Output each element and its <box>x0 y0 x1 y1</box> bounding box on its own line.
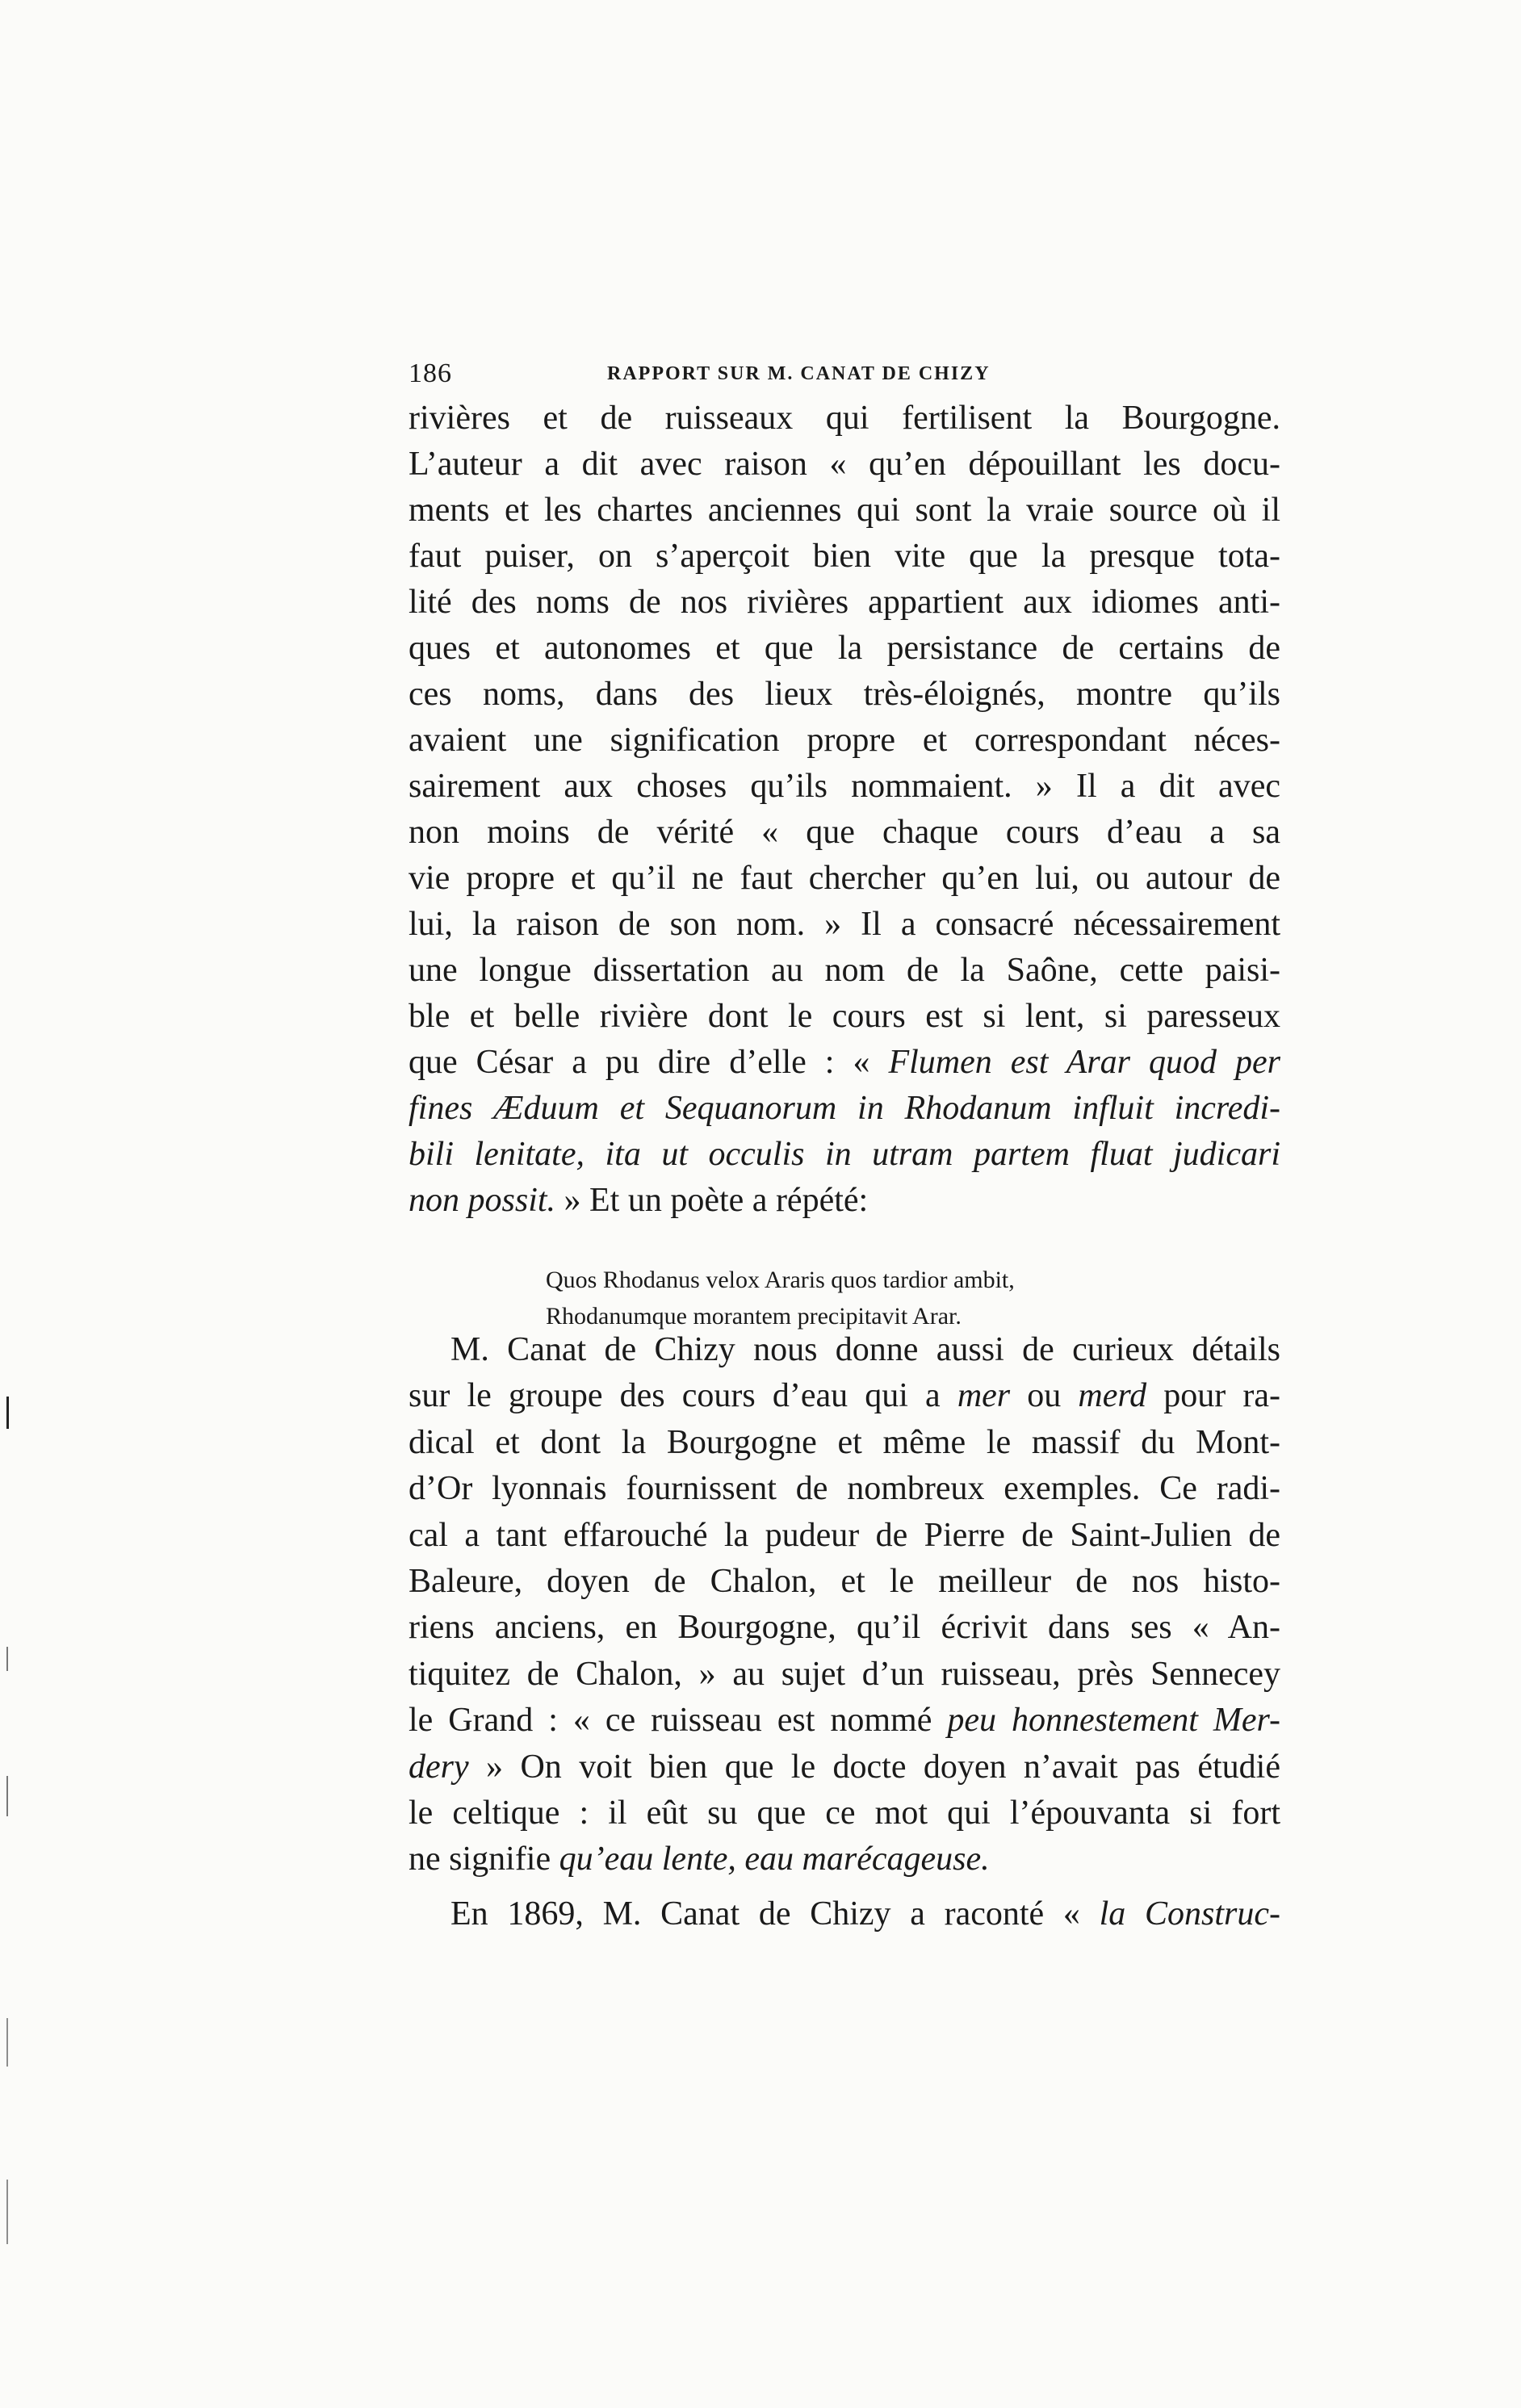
text-line: riens anciens, en Bourgogne, qu’il écrivit dans ses « An- <box>409 1609 1280 1647</box>
text-line: faut puiser, on s’aperçoit bien vite que la presque tota- <box>409 538 1280 575</box>
text-run: pour ra- <box>1146 1377 1281 1415</box>
page-number: 186 <box>409 358 452 388</box>
text-line: L’auteur a dit avec raison « qu’en dépouillant les docu- <box>409 446 1280 483</box>
text-run: » On voit bien que le docte doyen n’avait pas étudié <box>468 1748 1280 1786</box>
text-line: ces noms, dans des lieux très-éloignés, montre qu’ils <box>409 676 1280 713</box>
text-line: ments et les chartes anciennes qui sont la vraie source où il <box>409 492 1280 529</box>
text-line: vie propre et qu’il ne faut chercher qu’en lui, ou autour de <box>409 860 1280 897</box>
italic-quote: dery <box>409 1748 469 1786</box>
running-head <box>409 358 1280 394</box>
italic-term: mer <box>957 1377 1011 1415</box>
latin-quote: non possit. <box>409 1182 556 1219</box>
text-line <box>409 1178 1280 1224</box>
text-run: sur le groupe des cours d’eau qui a <box>409 1377 957 1415</box>
text-line: cal a tant effarouché la pudeur de Pierre de Saint-Julien de <box>409 1516 1280 1554</box>
text-line <box>409 1698 1280 1744</box>
text-line: une longue dissertation au nom de la Saône, cette paisi- <box>409 952 1280 989</box>
text-line: tiquitez de Chalon, » au sujet d’un ruisseau, près Sennecey <box>409 1655 1280 1693</box>
italic-quote: peu honnestement Mer- <box>947 1702 1281 1740</box>
text-line <box>409 1744 1280 1790</box>
paragraph-2 <box>409 1327 1280 1937</box>
text-line: dical et dont la Bourgogne et même le massif du Mont- <box>409 1423 1280 1461</box>
text-line: avaient une signification propre et correspondant néces- <box>409 722 1280 759</box>
margin-mark <box>6 2180 8 2244</box>
text-run: le Grand : « ce ruisseau est nommé <box>409 1702 948 1740</box>
text-line: M. Canat de Chizy nous donne aussi de curieux détails <box>450 1331 1280 1368</box>
text-line: le celtique : il eût su que ce mot qui l’épouvanta si fort <box>409 1794 1280 1832</box>
text-run: » Et un poète a répété: <box>555 1182 869 1219</box>
italic-title: la Construc- <box>1099 1895 1280 1933</box>
margin-mark <box>6 1776 8 1816</box>
italic-quote: qu’eau lente, eau marécageuse. <box>559 1841 990 1878</box>
text-line <box>409 1040 1280 1086</box>
text-line <box>409 1891 1280 1937</box>
text-line: rivières et de ruisseaux qui fertilisent la Bourgogne. <box>409 400 1280 437</box>
text-run: En 1869, M. Canat de Chizy a raconté « <box>450 1895 1100 1933</box>
text-line: ques et autonomes et que la persistance de certains de <box>409 630 1280 667</box>
verse-quote <box>546 1262 1272 1334</box>
verse-line: Quos Rhodanus velox Araris quos tardior ambit, <box>546 1267 1015 1293</box>
verse-line: Rhodanumque morantem precipitavit Arar. <box>546 1303 962 1330</box>
text-run: ou <box>1010 1377 1079 1415</box>
text-line <box>409 1836 1280 1882</box>
text-line: non moins de vérité « que chaque cours d’eau a sa <box>409 814 1280 851</box>
text-line: Baleure, doyen de Chalon, et le meilleur de nos histo- <box>409 1562 1280 1600</box>
text-line: lité des noms de nos rivières appartient aux idiomes anti- <box>409 584 1280 621</box>
text-line <box>409 1373 1280 1419</box>
italic-term: merd <box>1078 1377 1147 1415</box>
latin-quote-line: fines Æduum et Sequanorum in Rhodanum influit incredi- <box>409 1090 1280 1127</box>
running-title: RAPPORT SUR M. CANAT DE CHIZY <box>607 363 991 384</box>
latin-quote-line: bili lenitate, ita ut occulis in utram partem fluat judicari <box>409 1136 1280 1173</box>
margin-mark <box>6 1397 9 1429</box>
margin-mark <box>6 2018 8 2067</box>
text-line: d’Or lyonnais fournissent de nombreux exemples. Ce radi- <box>409 1470 1280 1508</box>
text-run: ne signifie <box>409 1841 559 1878</box>
margin-mark <box>6 1647 8 1671</box>
latin-quote: Flumen est Arar quod per <box>888 1044 1281 1081</box>
text-line: lui, la raison de son nom. » Il a consacré nécessairement <box>409 906 1280 943</box>
text-line: ble et belle rivière dont le cours est si lent, si paresseux <box>409 998 1280 1035</box>
paragraph-1 <box>409 396 1280 1224</box>
text-run: que César a pu dire d’elle : « <box>409 1044 889 1081</box>
text-line: sairement aux choses qu’ils nommaient. » Il a dit avec <box>409 768 1280 805</box>
